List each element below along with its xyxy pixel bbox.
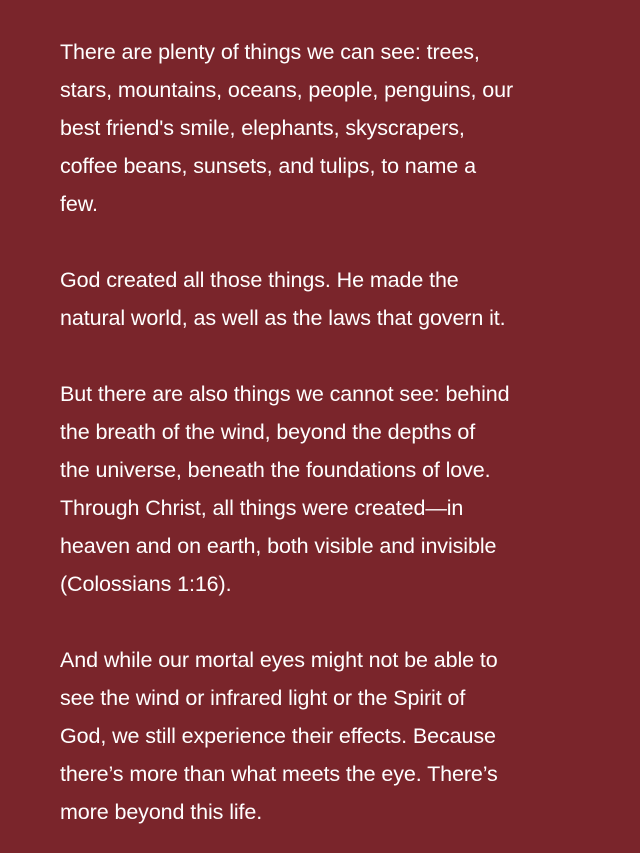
paragraph-mortal-eyes: And while our mortal eyes might not be able to see the wind or infrared light or the Spirit of God, we still experience their effects. Because there’s more than what meets the eye. There’s more beyond this life. (60, 648, 498, 824)
paragraph-visible-things: There are plenty of things we can see: trees, stars, mountains, oceans, people, penguins, our best friend's smile, elephants, skyscrapers, coffee beans, sunsets, and tulips, to name a few. (60, 40, 514, 216)
paragraph-god-created: God created all those things. He made the natural world, as well as the laws that govern it. (60, 268, 506, 330)
paragraph-invisible-things: But there are also things we cannot see: behind the breath of the wind, beyond the depths of the universe, beneath the foundations of love. Through Christ, all things were created—in heaven and on earth, both visible and invisible (Colossians 1:16). (60, 382, 510, 596)
